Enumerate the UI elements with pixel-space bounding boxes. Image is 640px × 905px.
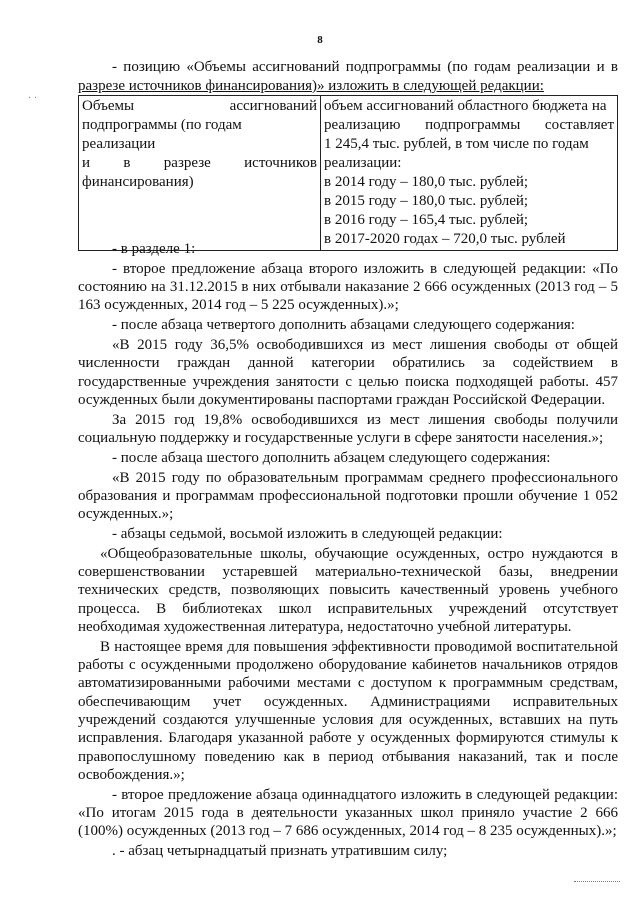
lead-in-line-2: разрезе источников финансирования)» изложить в следующей редакции:: [78, 78, 544, 94]
value-line: объем ассигнований областного бюджета на: [324, 98, 607, 114]
paragraph: «Общеобразовательные школы, обучающие осужденных, остро нуждаются в совершенствовании устаревшей материально-технической базы, внедрении технических средств, позволяющих повысить качественный уровень учебного процесса. В библиотеках школ исправительных учреждений отсутствует необходимая художественная литература, недостаточно учебной литературы.: [78, 545, 618, 635]
page-number: 8: [317, 34, 323, 46]
margin-mark: · ·: [28, 93, 38, 104]
paragraph: . - абзац четырнадцатый признать утратившим силу;: [112, 843, 448, 859]
lead-in-line-1: - позицию «Объемы ассигнований подпрограммы (по годам реализации и в: [112, 59, 618, 75]
funding-table-label-cell: [79, 96, 321, 251]
paragraph: - после абзаца шестого дополнить абзацем следующего содержания:: [112, 449, 551, 466]
paragraph: «В 2015 году по образовательным программам среднего профессионального образования и программам профессиональной подготовки прошли обучение 1 052 осужденных.»;: [78, 469, 618, 523]
footer-dotted-line: [574, 881, 620, 882]
lead-in-instruction: [78, 58, 618, 96]
paragraph: - абзацы седьмой, восьмой изложить в следующей редакции:: [112, 525, 503, 542]
funding-table-value-cell: [321, 96, 618, 251]
paragraph: «В 2015 году 36,5% освободившихся из мест лишения свободы от общей численности граждан данной категории обратились за содействием в государственные учреждения занятости с целью поиска подходящей работы. 457 осужденных были документированы паспортами граждан Российской Федерации.: [78, 336, 618, 408]
paragraph: В настоящее время для повышения эффективности проводимой воспитательной работы с осужденными продолжено оборудование кабинетов начальников отрядов автоматизированными рабочими местами с доступом к программным средствам, обеспечивающим учет осужденных. Администрациями исправительных учреждений создаются улучшенные условия для осужденных, вставших на путь исправления. Благодаря указанной работе у осужденных формируются стимулы к правопослушному поведению как в период отбывания наказаний, так и после освобождения.»;: [78, 638, 618, 783]
label-line: и в разрезе источников: [82, 155, 317, 171]
value-line: в 2014 году – 180,0 тыс. рублей;: [324, 174, 529, 190]
value-line: реализации:: [324, 155, 402, 171]
label-line: подпрограммы (по годам реализации: [82, 117, 242, 152]
value-line: в 2017-2020 годах – 720,0 тыс. рублей: [324, 231, 566, 247]
document-body: [78, 240, 618, 862]
value-line: реализацию подпрограммы составляет: [324, 117, 614, 133]
paragraph: - в разделе 1:: [112, 241, 196, 257]
value-line: 1 245,4 тыс. рублей, в том числе по годам: [324, 136, 589, 152]
paragraph: - второе предложение абзаца одиннадцатого изложить в следующей редакции: «По итогам 2015 года в деятельности указанных школ приняло участие 2 666 (100%) осужденных (2013 год – 7 686 осужденных, 2014 год – 8 235 осужденных).»;: [78, 786, 618, 840]
paragraph: - второе предложение абзаца второго изложить в следующей редакции: «По состоянию на 31.12.2015 в них отбывали наказание 2 666 осужденных (2013 год – 5 163 осужденных, 2014 год – 5 225 осужденных).»;: [78, 260, 618, 314]
value-line: в 2016 году – 165,4 тыс. рублей;: [324, 212, 529, 228]
funding-table: [78, 95, 618, 251]
paragraph: - после абзаца четвертого дополнить абзацами следующего содержания:: [112, 317, 575, 334]
label-line: Объемы ассигнований: [82, 98, 317, 114]
label-line: финансирования): [82, 174, 194, 190]
funding-table-row: [79, 96, 618, 251]
paragraph: За 2015 год 19,8% освободившихся из мест лишения свободы получили социальную поддержку и государственные услуги в сфере занятости населения.»;: [78, 411, 618, 446]
value-line: в 2015 году – 180,0 тыс. рублей;: [324, 193, 529, 209]
